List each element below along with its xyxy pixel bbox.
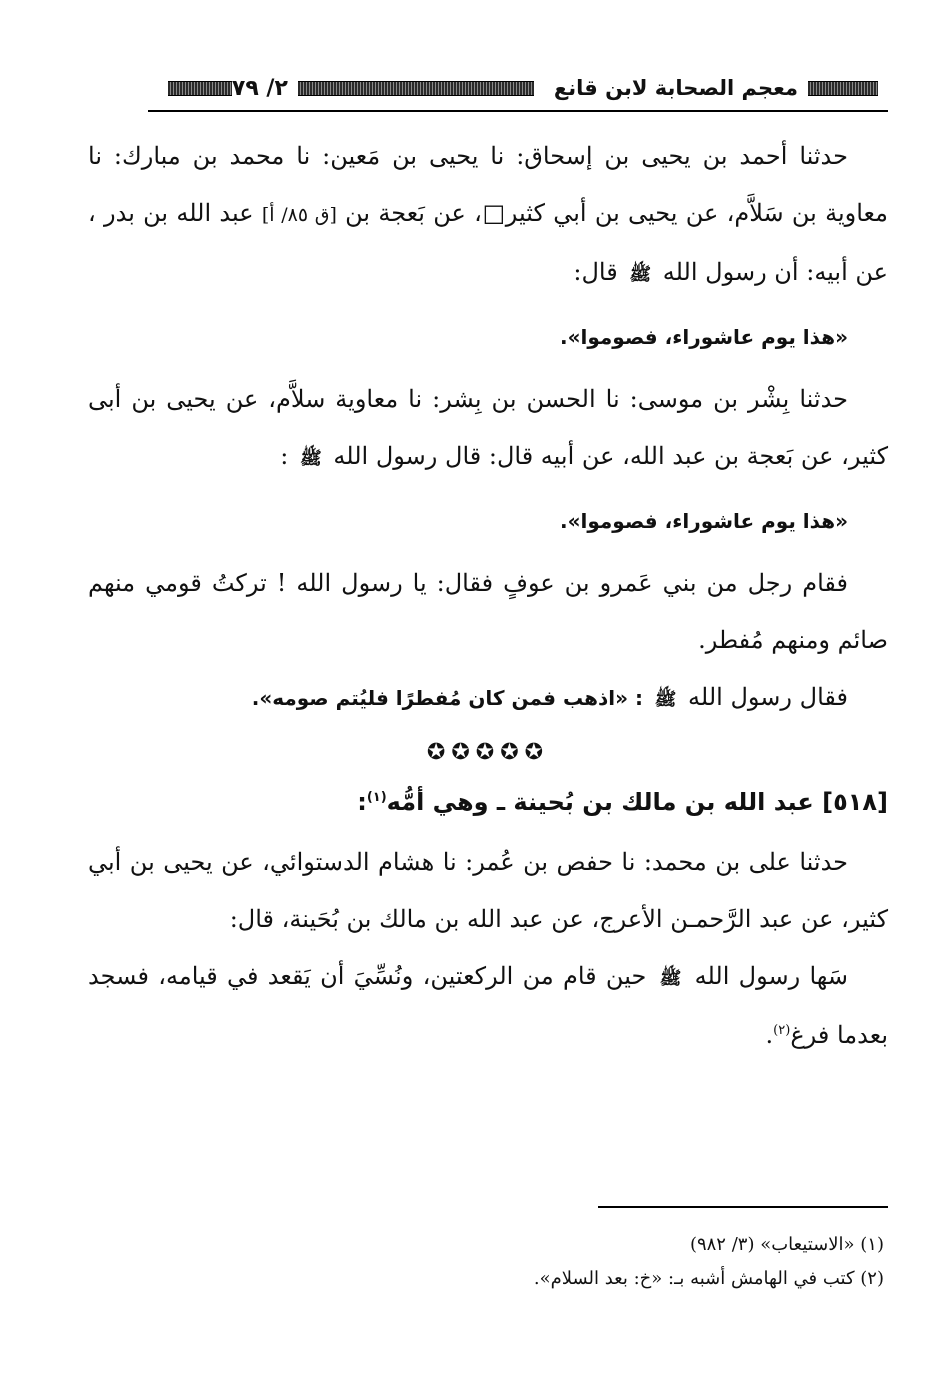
header-ornament-bar	[808, 81, 878, 96]
paragraph-text: عبد الله بن بدر ، عن أبيه: أن رسول الله	[88, 199, 888, 286]
salutation-glyph: ﷺ	[654, 689, 677, 710]
footnote-ref: (١)	[366, 790, 387, 805]
footnote: (٢) كتب في الهامش أشبه بـ: «خ: بعد السلام».	[533, 1268, 884, 1289]
entry-heading-text: :	[357, 788, 367, 816]
paragraph	[88, 128, 888, 303]
hadith-quote: : «اذهب فمن كان مُفطرًا فليُتم صومه».	[251, 686, 644, 710]
paragraph-text: فقال رسول الله	[688, 683, 848, 711]
hadith-quote: «هذا يوم عاشوراء، فصوموا».	[560, 325, 848, 349]
paragraph-text: حدثنا بِشْر بن موسى: نا الحسن بن بِشر: نا معاوية سلاَّم، عن يحيى بن أبى كثير، عن بَعجة بن عبد الله، عن أبيه قال: قال رسول الله	[88, 385, 888, 470]
paragraph	[88, 371, 888, 487]
header-ornament-bar	[168, 81, 232, 96]
paragraph-text: سَها رسول الله	[694, 962, 848, 990]
header-rule	[148, 110, 888, 112]
footnote-ref: (٢)	[773, 1023, 791, 1038]
book-title: معجم الصحابة لابن قانع	[553, 76, 798, 100]
main-text	[88, 128, 888, 1064]
footnote-rule	[598, 1206, 888, 1208]
paragraph-text: قال:	[573, 258, 618, 286]
manuscript-folio-marker: [ق ٨٥/ أ]	[261, 204, 337, 226]
page-number: ٢/ ٧٩	[231, 75, 288, 101]
footnotes	[84, 1228, 884, 1296]
salutation-glyph: ﷺ	[300, 448, 322, 469]
paragraph-text: حدثنا أحمد بن يحيى بن إسحاق: نا يحيى بن مَعين: نا محمد بن مبارك: نا معاوية بن سَلاَّم، عن يحيى بن أبي كثير□، عن بَعجة بن	[88, 142, 888, 227]
footnote: (١) «الاستيعاب» (٣/ ٩٨٢)	[689, 1234, 884, 1255]
paragraph: فقام رجل من بني عَمرو بن عوفٍ فقال: يا رسول الله ! تركتُ قومي منهم صائم ومنهم مُفطر.	[88, 569, 888, 654]
section-separator-stars: ✪✪✪✪✪	[426, 740, 550, 765]
entry-heading	[88, 776, 888, 828]
paragraph: حدثنا على بن محمد: نا حفص بن عُمر: نا هشام الدستوائي، عن يحيى بن أبي كثير، عن عبد الرَّحمـن الأعرج، عن عبد الله بن مالك بن بُحَينة، قال:	[88, 848, 888, 933]
hadith-quote: «هذا يوم عاشوراء، فصوموا».	[560, 509, 848, 533]
salutation-glyph: ﷺ	[659, 968, 682, 989]
paragraph-text: .	[765, 1021, 774, 1049]
paragraph-text: حين قام من الركعتين، ونُسِّيَ أن يَقعد في قيامه، فسجد بعدما فرغ	[88, 962, 888, 1049]
entry-heading-text: [٥١٨] عبد الله بن مالك بن بُحينة ـ وهي أمُّه	[386, 788, 888, 816]
paragraph	[88, 948, 888, 1064]
header-ornament-bar	[298, 81, 534, 96]
paragraph	[88, 669, 888, 728]
paragraph-text: :	[280, 442, 289, 470]
salutation-glyph: ﷺ	[629, 264, 652, 285]
running-header	[148, 68, 888, 108]
